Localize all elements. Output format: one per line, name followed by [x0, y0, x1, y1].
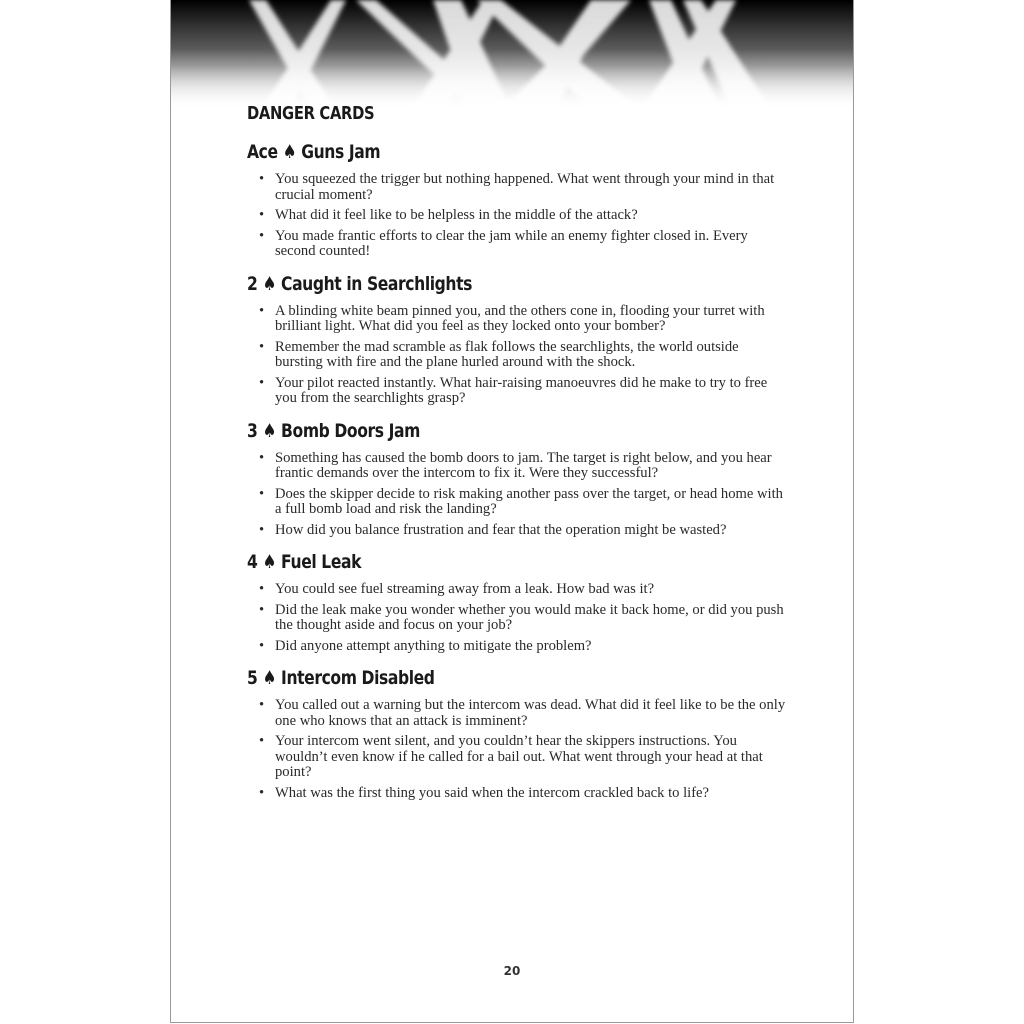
page-title: DANGER CARDS: [247, 103, 375, 124]
card-prompts: [247, 304, 787, 407]
card-heading: [247, 140, 690, 164]
list-item: • Remember the mad scramble as flak follows the searchlights, the world outside bursting with fire and the plane hurled around with the shock.: [247, 340, 787, 371]
card-title: Guns Jam: [301, 141, 381, 163]
list-item: • Something has caused the bomb doors to jam. The target is right below, and you hear frantic demands over the intercom to fix it. Were they successful?: [247, 451, 787, 482]
spade-icon: ♠: [262, 272, 277, 295]
list-item: • Does the skipper decide to risk making another pass over the target, or head home with a full bomb load and risk the landing?: [247, 487, 787, 518]
card-heading: [247, 666, 690, 690]
card-rank: Ace: [247, 141, 278, 163]
card-heading: [247, 419, 690, 443]
spade-icon: ♠: [262, 419, 277, 442]
danger-card-ace: [247, 140, 787, 260]
list-item: • How did you balance frustration and fear that the operation might be wasted?: [247, 523, 787, 539]
danger-card-5: [247, 666, 787, 801]
book-page: [170, 0, 854, 1023]
spade-icon: ♠: [262, 667, 277, 689]
card-prompts: [247, 451, 787, 539]
card-heading: [247, 272, 690, 296]
danger-card-2: [247, 272, 787, 407]
card-rank: 2: [247, 272, 258, 295]
danger-card-3: [247, 419, 787, 539]
card-rank: 4: [247, 551, 258, 573]
page-number: 20: [503, 964, 521, 978]
list-item: • Your pilot reacted instantly. What hair-raising manoeuvres did he make to try to free you from the searchlights grasp?: [247, 376, 787, 407]
card-heading: [247, 550, 690, 574]
card-prompts: [247, 172, 787, 260]
list-item: • You called out a warning but the intercom was dead. What did it feel like to be the only one who knows that an attack is imminent?: [247, 698, 787, 729]
card-rank: 5: [247, 667, 258, 689]
list-item: • You could see fuel streaming away from a leak. How bad was it?: [247, 582, 787, 598]
list-item: • Did anyone attempt anything to mitigate the problem?: [247, 639, 787, 655]
card-prompts: [247, 582, 787, 654]
list-item: • You squeezed the trigger but nothing happened. What went through your mind in that crucial moment?: [247, 172, 787, 203]
list-item: • Your intercom went silent, and you couldn’t hear the skippers instructions. You wouldn’t even know if he called for a bail out. What went through your head at that point?: [247, 734, 787, 781]
card-title: Bomb Doors Jam: [281, 419, 420, 442]
page-content: [247, 103, 787, 813]
list-item: • Did the leak make you wonder whether you would make it back home, or did you push the thought aside and focus on your job?: [247, 603, 787, 634]
card-title: Intercom Disabled: [281, 667, 435, 689]
card-rank: 3: [247, 419, 258, 442]
list-item: • A blinding white beam pinned you, and the others cone in, flooding your turret with brilliant light. What did you feel as they locked onto your bomber?: [247, 304, 787, 335]
list-item: • You made frantic efforts to clear the jam while an enemy fighter closed in. Every second counted!: [247, 229, 787, 260]
searchlight-header-image: [171, 0, 853, 110]
spade-icon: ♠: [262, 551, 277, 573]
spade-icon: ♠: [282, 141, 297, 163]
list-item: • What was the first thing you said when the intercom crackled back to life?: [247, 786, 787, 802]
card-prompts: [247, 698, 787, 801]
danger-card-4: [247, 550, 787, 654]
card-title: Fuel Leak: [281, 551, 362, 573]
list-item: • What did it feel like to be helpless in the middle of the attack?: [247, 208, 787, 224]
card-title: Caught in Searchlights: [281, 272, 473, 295]
